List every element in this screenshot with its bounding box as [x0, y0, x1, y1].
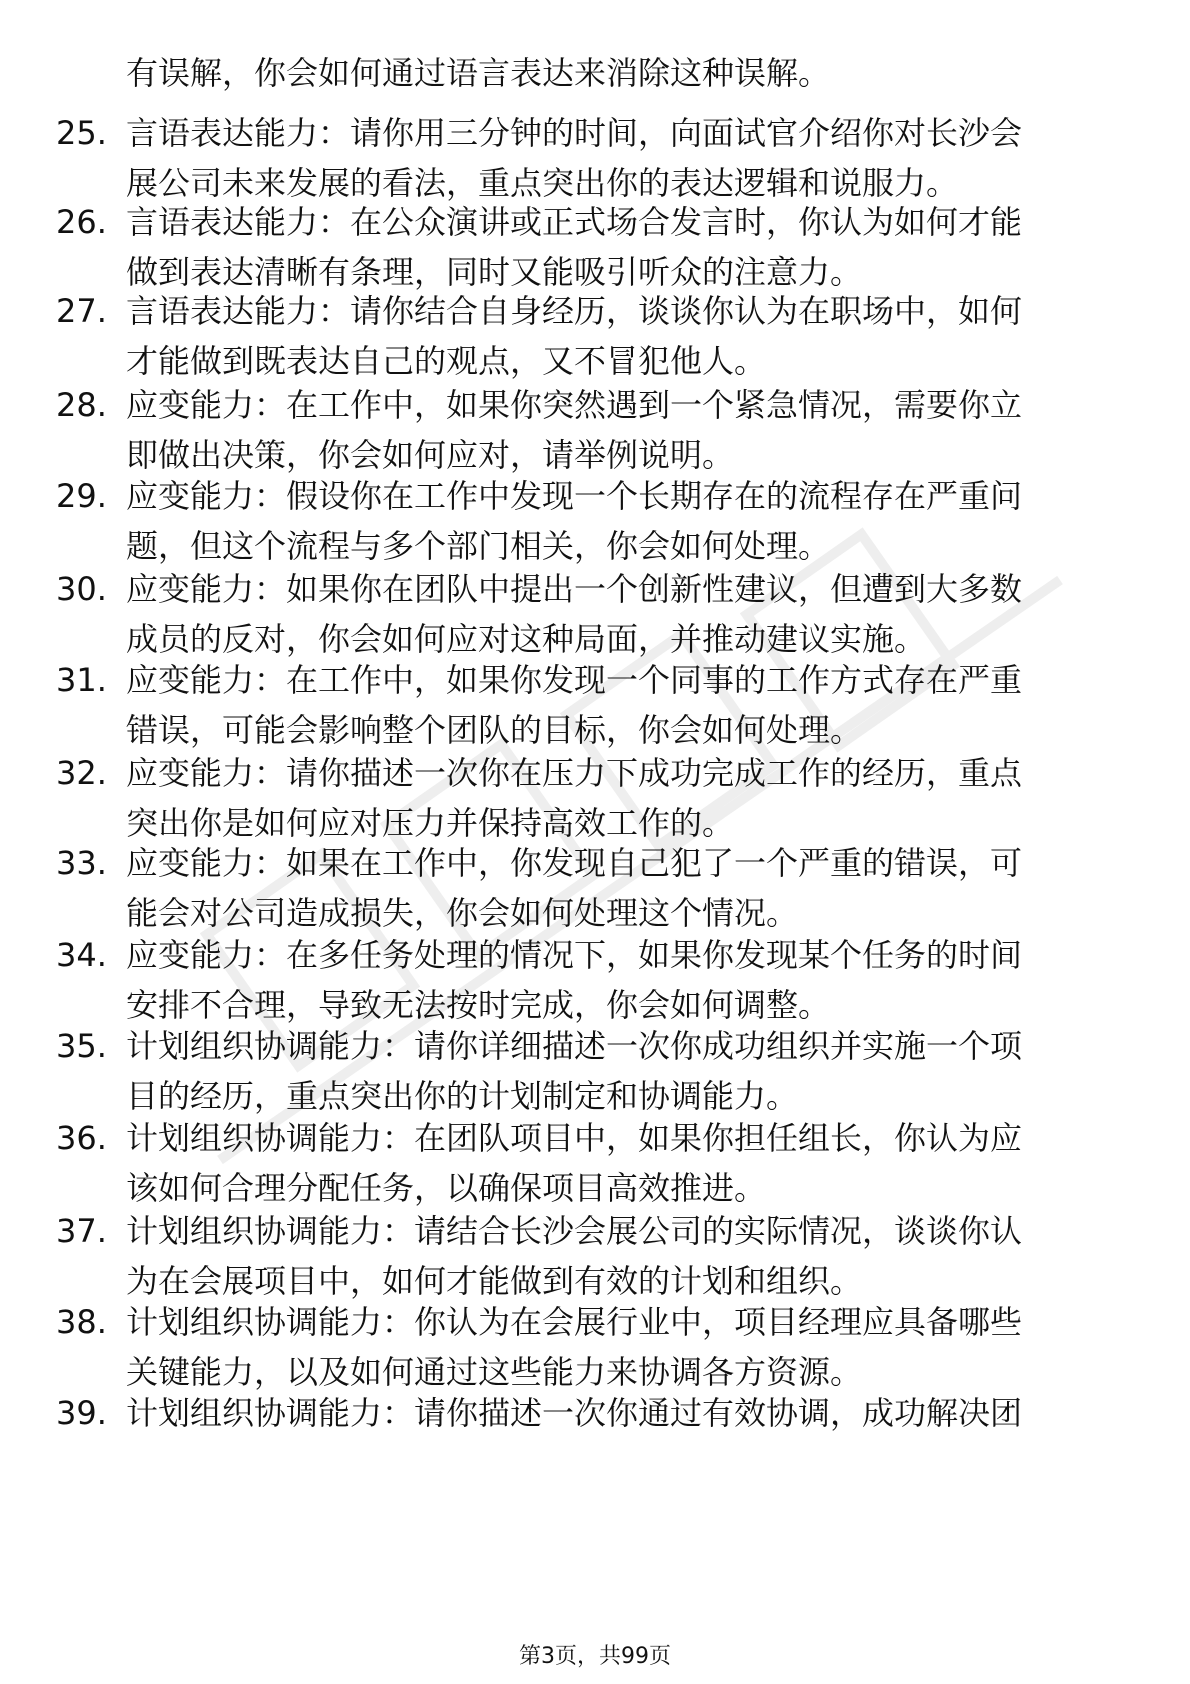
question-item — [0, 564, 1190, 664]
question-text-line1: 计划组织协调能力：请你详细描述一次你成功组织并实施一个项 — [126, 1027, 1023, 1065]
question-item — [0, 1388, 1190, 1488]
question-number: 39. — [56, 1394, 107, 1432]
question-text-line2: 成员的反对，你会如何应对这种局面，并推动建议实施。 — [126, 620, 927, 658]
question-number: 35. — [56, 1027, 107, 1065]
question-number: 37. — [56, 1212, 107, 1250]
question-text-line1: 计划组织协调能力：请你描述一次你通过有效协调，成功解决团 — [126, 1394, 1023, 1432]
question-text-line2: 关键能力，以及如何通过这些能力来协调各方资源。 — [126, 1353, 863, 1391]
question-item — [0, 108, 1190, 208]
question-item — [0, 286, 1190, 386]
question-text-line2: 错误，可能会影响整个团队的目标，你会如何处理。 — [126, 711, 863, 749]
question-item — [0, 1297, 1190, 1397]
question-text-line2: 安排不合理，导致无法按时完成，你会如何调整。 — [126, 986, 831, 1024]
question-text-line1: 言语表达能力：请你用三分钟的时间，向面试官介绍你对长沙会 — [126, 114, 1023, 152]
question-text-line2: 该如何合理分配任务，以确保项目高效推进。 — [126, 1169, 767, 1207]
question-item — [0, 471, 1190, 571]
question-text-line2: 题，但这个流程与多个部门相关，你会如何处理。 — [126, 527, 831, 565]
question-text-line2: 目的经历，重点突出你的计划制定和协调能力。 — [126, 1077, 799, 1115]
continuation-text: 有误解，你会如何通过语言表达来消除这种误解。 — [126, 54, 831, 92]
question-number: 33. — [56, 844, 107, 882]
question-text-line2: 为在会展项目中，如何才能做到有效的计划和组织。 — [126, 1262, 863, 1300]
question-text-line1: 应变能力：在工作中，如果你突然遇到一个紧急情况，需要你立 — [126, 386, 1023, 424]
question-text-line2: 展公司未来发展的看法，重点突出你的表达逻辑和说服力。 — [126, 164, 959, 202]
question-item — [0, 838, 1190, 938]
question-text-line2: 才能做到既表达自己的观点，又不冒犯他人。 — [126, 342, 767, 380]
question-item — [0, 655, 1190, 755]
question-number: 26. — [56, 203, 107, 241]
question-text-line1: 计划组织协调能力：你认为在会展行业中，项目经理应具备哪些 — [126, 1303, 1023, 1341]
question-text-line1: 言语表达能力：在公众演讲或正式场合发言时，你认为如何才能 — [126, 203, 1023, 241]
question-number: 31. — [56, 661, 107, 699]
question-number: 28. — [56, 386, 107, 424]
question-number: 30. — [56, 570, 107, 608]
question-text-line2: 即做出决策，你会如何应对，请举例说明。 — [126, 436, 735, 474]
page-footer: 第3页，共99页 — [519, 1644, 671, 1669]
question-item — [0, 197, 1190, 297]
question-item — [0, 380, 1190, 480]
question-text-line2: 突出你是如何应对压力并保持高效工作的。 — [126, 804, 735, 842]
question-text-line1: 计划组织协调能力：请结合长沙会展公司的实际情况，谈谈你认 — [126, 1212, 1023, 1250]
question-item — [0, 1113, 1190, 1213]
question-text-line1: 言语表达能力：请你结合自身经历，谈谈你认为在职场中，如何 — [126, 292, 1023, 330]
question-number: 27. — [56, 292, 107, 330]
question-number: 29. — [56, 477, 107, 515]
question-text-line1: 应变能力：如果在工作中，你发现自己犯了一个严重的错误，可 — [126, 844, 1023, 882]
question-text-line2: 能会对公司造成损失，你会如何处理这个情况。 — [126, 894, 799, 932]
question-text-line1: 应变能力：在多任务处理的情况下，如果你发现某个任务的时间 — [126, 936, 1023, 974]
question-text-line1: 计划组织协调能力：在团队项目中，如果你担任组长，你认为应 — [126, 1119, 1023, 1157]
question-text-line1: 应变能力：请你描述一次你在压力下成功完成工作的经历，重点 — [126, 754, 1023, 792]
question-text-line1: 应变能力：在工作中，如果你发现一个同事的工作方式存在严重 — [126, 661, 1023, 699]
question-number: 34. — [56, 936, 107, 974]
question-text-line2: 做到表达清晰有条理，同时又能吸引听众的注意力。 — [126, 253, 863, 291]
question-item — [0, 1206, 1190, 1306]
question-number: 38. — [56, 1303, 107, 1341]
question-number: 25. — [56, 114, 107, 152]
question-item — [0, 1021, 1190, 1121]
question-text-line1: 应变能力：假设你在工作中发现一个长期存在的流程存在严重问 — [126, 477, 1023, 515]
question-item — [0, 930, 1190, 1030]
question-text-line1: 应变能力：如果你在团队中提出一个创新性建议，但遭到大多数 — [126, 570, 1023, 608]
question-item — [0, 748, 1190, 848]
question-number: 36. — [56, 1119, 107, 1157]
question-number: 32. — [56, 754, 107, 792]
